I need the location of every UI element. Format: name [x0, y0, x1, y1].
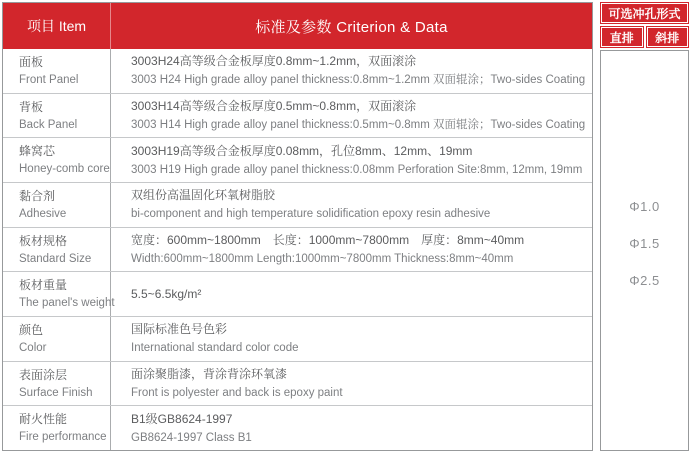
punch-value-3: Φ2.5: [629, 273, 660, 288]
punch-options-panel: [600, 2, 689, 451]
row-content-zh: 宽度：600mm~1800mm 长度：1000mm~7800mm 厚度：8mm~40mm: [131, 233, 525, 248]
row-content-en: 3003 H24 High grade alloy panel thickness:0.8mm~1.2mm 双面辊涂；Two-sides Coating: [131, 74, 586, 87]
row-content-cell: [111, 94, 592, 138]
row-label-zh: 背板: [19, 99, 44, 114]
row-content-en: Width:600mm~1800mm Length:1000mm~7800mm Thickness:8mm~40mm: [131, 253, 514, 266]
row-label-en: Back Panel: [19, 118, 78, 131]
row-label-en: Fire performance: [19, 431, 107, 444]
row-content-cell: [111, 317, 592, 361]
row-content-cell: [111, 49, 592, 93]
row-content-cell: [111, 138, 592, 182]
row-content-en: 3003 H19 High grade alloy panel thickness:0.08mm Perforation Site:8mm, 12mm, 19mm: [131, 163, 583, 176]
row-content-en: GB8624-1997 Class B1: [131, 431, 252, 444]
row-label-cell: [3, 406, 111, 450]
table-row-adhesive: [3, 183, 592, 228]
row-content-zh: 3003H24高等级合金板厚度0.8mm~1.2mm，双面滚涂: [131, 54, 417, 69]
row-label-zh: 表面涂层: [19, 367, 68, 382]
row-label-cell: [3, 138, 111, 182]
table-row-surface-finish: [3, 362, 592, 407]
row-label-zh: 面板: [19, 54, 44, 69]
punch-panel-title: 可选冲孔形式: [600, 2, 689, 24]
table-body: [3, 49, 592, 450]
punch-value-2: Φ1.5: [629, 236, 660, 251]
table-row-front-panel: [3, 49, 592, 94]
row-content-zh: 3003H14高等级合金板厚度0.5mm~0.8mm，双面滚涂: [131, 99, 417, 113]
row-content-zh: 面涂聚脂漆，背涂背涂环氧漆: [131, 367, 288, 382]
punch-value-1: Φ1.0: [629, 199, 660, 214]
row-label-zh: 颜色: [19, 322, 44, 337]
row-label-en: Adhesive: [19, 207, 67, 220]
row-label-cell: [3, 228, 111, 272]
punch-col-straight: 直排: [600, 26, 644, 48]
row-content-cell: [111, 228, 592, 272]
row-label-zh: 蜂窝芯: [19, 144, 56, 159]
row-content-zh: 3003H19高等级合金板厚度0.08mm，孔位8mm、12mm、19mm: [131, 143, 473, 158]
row-content-zh: 国际标准色号色彩: [131, 322, 228, 337]
row-label-en: Surface Finish: [19, 386, 93, 399]
punch-panel-columns: [600, 26, 689, 48]
table-row-standard-size: [3, 228, 592, 273]
row-content-cell: [111, 272, 592, 316]
row-label-cell: [3, 362, 111, 406]
row-label-cell: [3, 49, 111, 93]
row-content-cell: [111, 183, 592, 227]
row-label-en: Color: [19, 341, 47, 354]
row-content-en: Front is polyester and back is epoxy paint: [131, 387, 343, 400]
row-label-en: The panel's weight: [19, 297, 115, 310]
row-label-en: Standard Size: [19, 252, 92, 265]
row-content-cell: [111, 406, 592, 450]
row-content-zh: 双组份高温固化环氧树脂胶: [131, 188, 276, 203]
punch-col-diagonal: 斜排: [646, 26, 690, 48]
row-label-cell: [3, 183, 111, 227]
row-content-en: bi-component and high temperature solidification epoxy resin adhesive: [131, 208, 491, 221]
table-row-panel-weight: [3, 272, 592, 317]
row-label-zh: 黏合剂: [19, 188, 56, 203]
table-row-color: [3, 317, 592, 362]
row-label-zh: 耐火性能: [19, 412, 68, 427]
row-label-cell: [3, 272, 115, 316]
header-criterion-cell: 标准及参数 Criterion & Data: [255, 18, 448, 36]
row-content-zh: 5.5~6.5kg/m²: [131, 286, 202, 301]
spec-table: [2, 2, 593, 451]
row-content-en: 3003 H14 High grade alloy panel thickness:0.5mm~0.8mm 双面辊涂；Two-sides Coating: [131, 119, 586, 131]
table-row-fire-performance: [3, 406, 592, 450]
row-content-en: International standard color code: [131, 342, 299, 355]
row-label-en: Front Panel: [19, 73, 79, 86]
row-label-cell: [3, 94, 111, 138]
row-label-en: Honey-comb core: [19, 163, 110, 176]
row-content-zh: B1级GB8624-1997: [131, 411, 233, 426]
row-label-zh: 板材重量: [19, 278, 68, 293]
punch-values-box: [600, 50, 689, 451]
row-label-zh: 板材规格: [19, 233, 68, 248]
row-label-cell: [3, 317, 111, 361]
table-header-row: [3, 3, 592, 49]
row-content-cell: [111, 362, 592, 406]
table-row-back-panel: [3, 94, 592, 139]
header-item-cell: 项目 Item: [3, 3, 111, 49]
table-row-honeycomb-core: [3, 138, 592, 183]
